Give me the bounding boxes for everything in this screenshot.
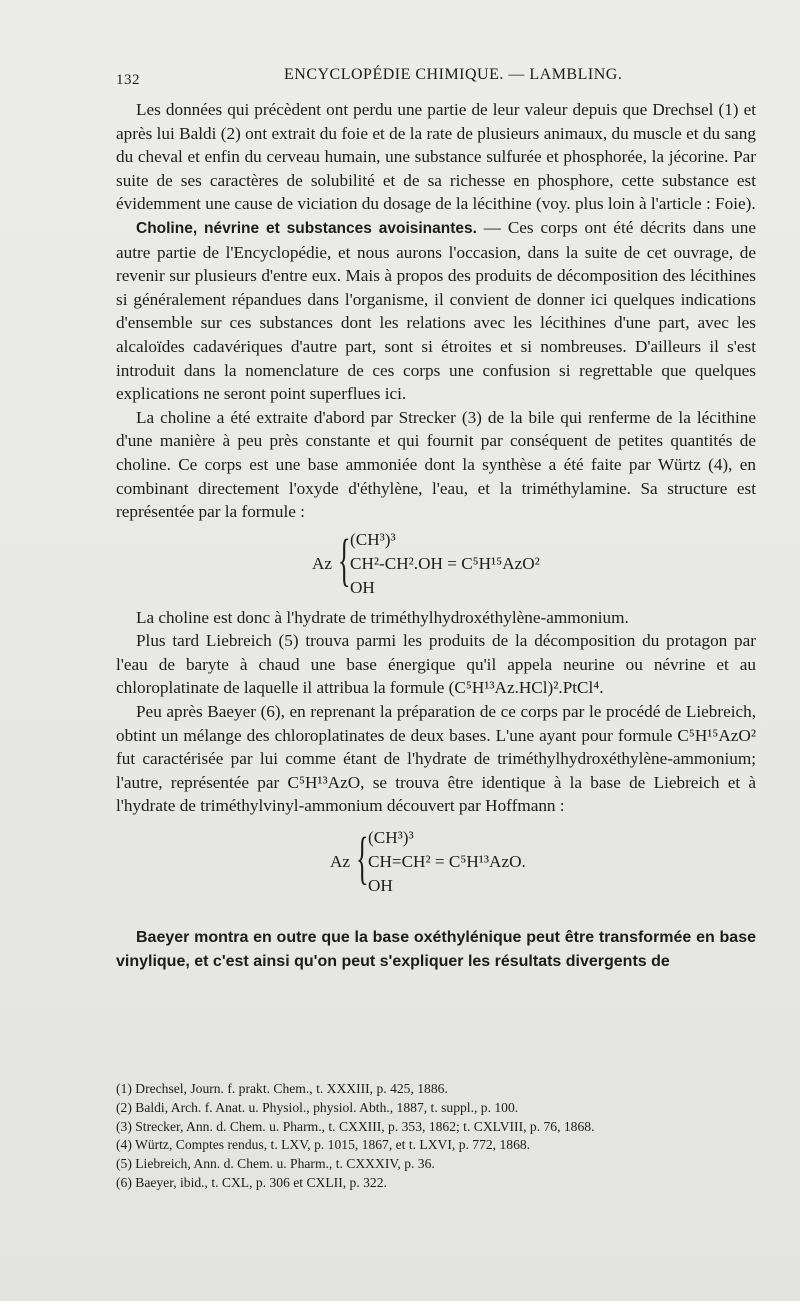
footnote: (5) Liebreich, Ann. d. Chem. u. Pharm., t. CXXXIV, p. 36. [116, 1156, 435, 1172]
formula-brace: { [338, 526, 351, 592]
body-text [116, 98, 756, 973]
footnotes [116, 1080, 756, 1193]
formula-neurine [116, 824, 756, 898]
formula-line: (CH³)³ [368, 828, 414, 848]
paragraph-choline: La choline a été extraite d'abord par Strecker (3) de la bile qui renferme de la lécithine d'une manière à peu près constante et qui fournit par conséquent de petites quantités de choline. Ce corps est une base ammoniée dont la synthèse a été faite par Würtz (4), en combinant directement l'oxyde d'éthylène, l'eau, et la triméthylamine. Sa structure est représentée par la formule : [116, 407, 756, 522]
paragraph-jecorine: Les données qui précèdent ont perdu une partie de leur valeur depuis que Drechsel (1) et après lui Baldi (2) ont extrait du foie et de la rate de plusieurs animaux, du muscle et du sang du cheval et enfin du cerveau humain, une substance sulfurée et phosphorée, la jécorine. Par suite de ses caractères de solubilité et de sa richesse en phosphore, cette substance est évidemment une cause de viciation du dosage de la lécithine (voy. plus loin à l'article : Foie). [116, 100, 756, 214]
formula-line: OH [350, 577, 375, 597]
paragraph-neurine: Plus tard Liebreich (5) trouva parmi les produits de la décomposition du protagon par l'eau de baryte à chaud une base énergique qu'il appela neurine ou névrine et au chloroplatinate de laquelle il attribua la formule (C⁵H¹³Az.HCl)².PtCl⁴. [116, 631, 756, 698]
formula-line: CH²-CH².OH = C⁵H¹⁵AzO² [350, 553, 540, 573]
paragraph-baeyer: Peu après Baeyer (6), en reprenant la préparation de ce corps par le procédé de Liebreich, obtint un mélange des chloroplatinates de deux bases. L'une ayant pour formule C⁵H¹⁵AzO² fut caractérisée par lui comme étant de l'hydrate de triméthylhydroxéthylène-ammonium; l'autre, représentée par C⁵H¹³AzO, se trouva être identique à la base de Liebreich et à l'hydrate de triméthylvinyl-ammonium découvert par Hoffmann : [116, 702, 756, 816]
section-text: — Ces corps ont été décrits dans une autre partie de l'Encyclopédie, et nous aurons l'occasion, dans la suite de cet ouvrage, de revenir sur plusieurs d'entre eux. Mais à propos des produits de décomposition des lécithines si généralement répandues dans l'organisme, il convient de donner ici quelques indications d'ensemble sur ces substances dont les relations avec les lécithines d'une part, avec les alcaloïdes cadavériques d'autre part, sont si étroites et si nombreuses. D'ailleurs il s'est introduit dans la nomenclature de ces corps une confusion si regrettable que quelques explications ne seront point superflues ici. [116, 217, 756, 404]
footnote: (4) Würtz, Comptes rendus, t. LXV, p. 1015, 1867, et t. LXVI, p. 772, 1868. [116, 1137, 531, 1153]
footnote: (3) Strecker, Ann. d. Chem. u. Pharm., t. CXXIII, p. 353, 1862; t. CXLVIII, p. 76, 1868. [116, 1118, 595, 1134]
running-title: ENCYCLOPÉDIE CHIMIQUE. — LAMBLING. [284, 66, 623, 83]
footnote: (6) Baeyer, ibid., t. CXL, p. 306 et CXLII, p. 322. [116, 1174, 387, 1190]
formula-az: Az [312, 553, 333, 573]
paragraph-choline-hydrate: La choline est donc à l'hydrate de triméthylhydroxéthylène-ammonium. [136, 607, 629, 627]
formula-brace: { [356, 825, 369, 891]
page-number: 132 [116, 72, 140, 88]
paragraph-baeyer-conclusion: Baeyer montra en outre que la base oxéthylénique peut être transformée en base vinylique, et c'est ainsi qu'on peut s'expliquer les résultats divergents de [116, 929, 756, 970]
formula-line: OH [368, 876, 393, 896]
formula-choline [116, 526, 756, 602]
formula-az: Az [330, 852, 351, 872]
page-header [116, 62, 756, 86]
formula-line: (CH³)³ [350, 529, 396, 549]
footnote: (2) Baldi, Arch. f. Anat. u. Physiol., physiol. Abth., 1887, t. suppl., p. 100. [116, 1099, 519, 1115]
formula-line: CH=CH² = C⁵H¹³AzO. [368, 852, 526, 872]
paragraph-choline-section [116, 216, 756, 406]
footnote: (1) Drechsel, Journ. f. prakt. Chem., t. XXXIII, p. 425, 1886. [116, 1081, 448, 1096]
section-heading: Choline, névrine et substances avoisinantes. [136, 219, 477, 237]
